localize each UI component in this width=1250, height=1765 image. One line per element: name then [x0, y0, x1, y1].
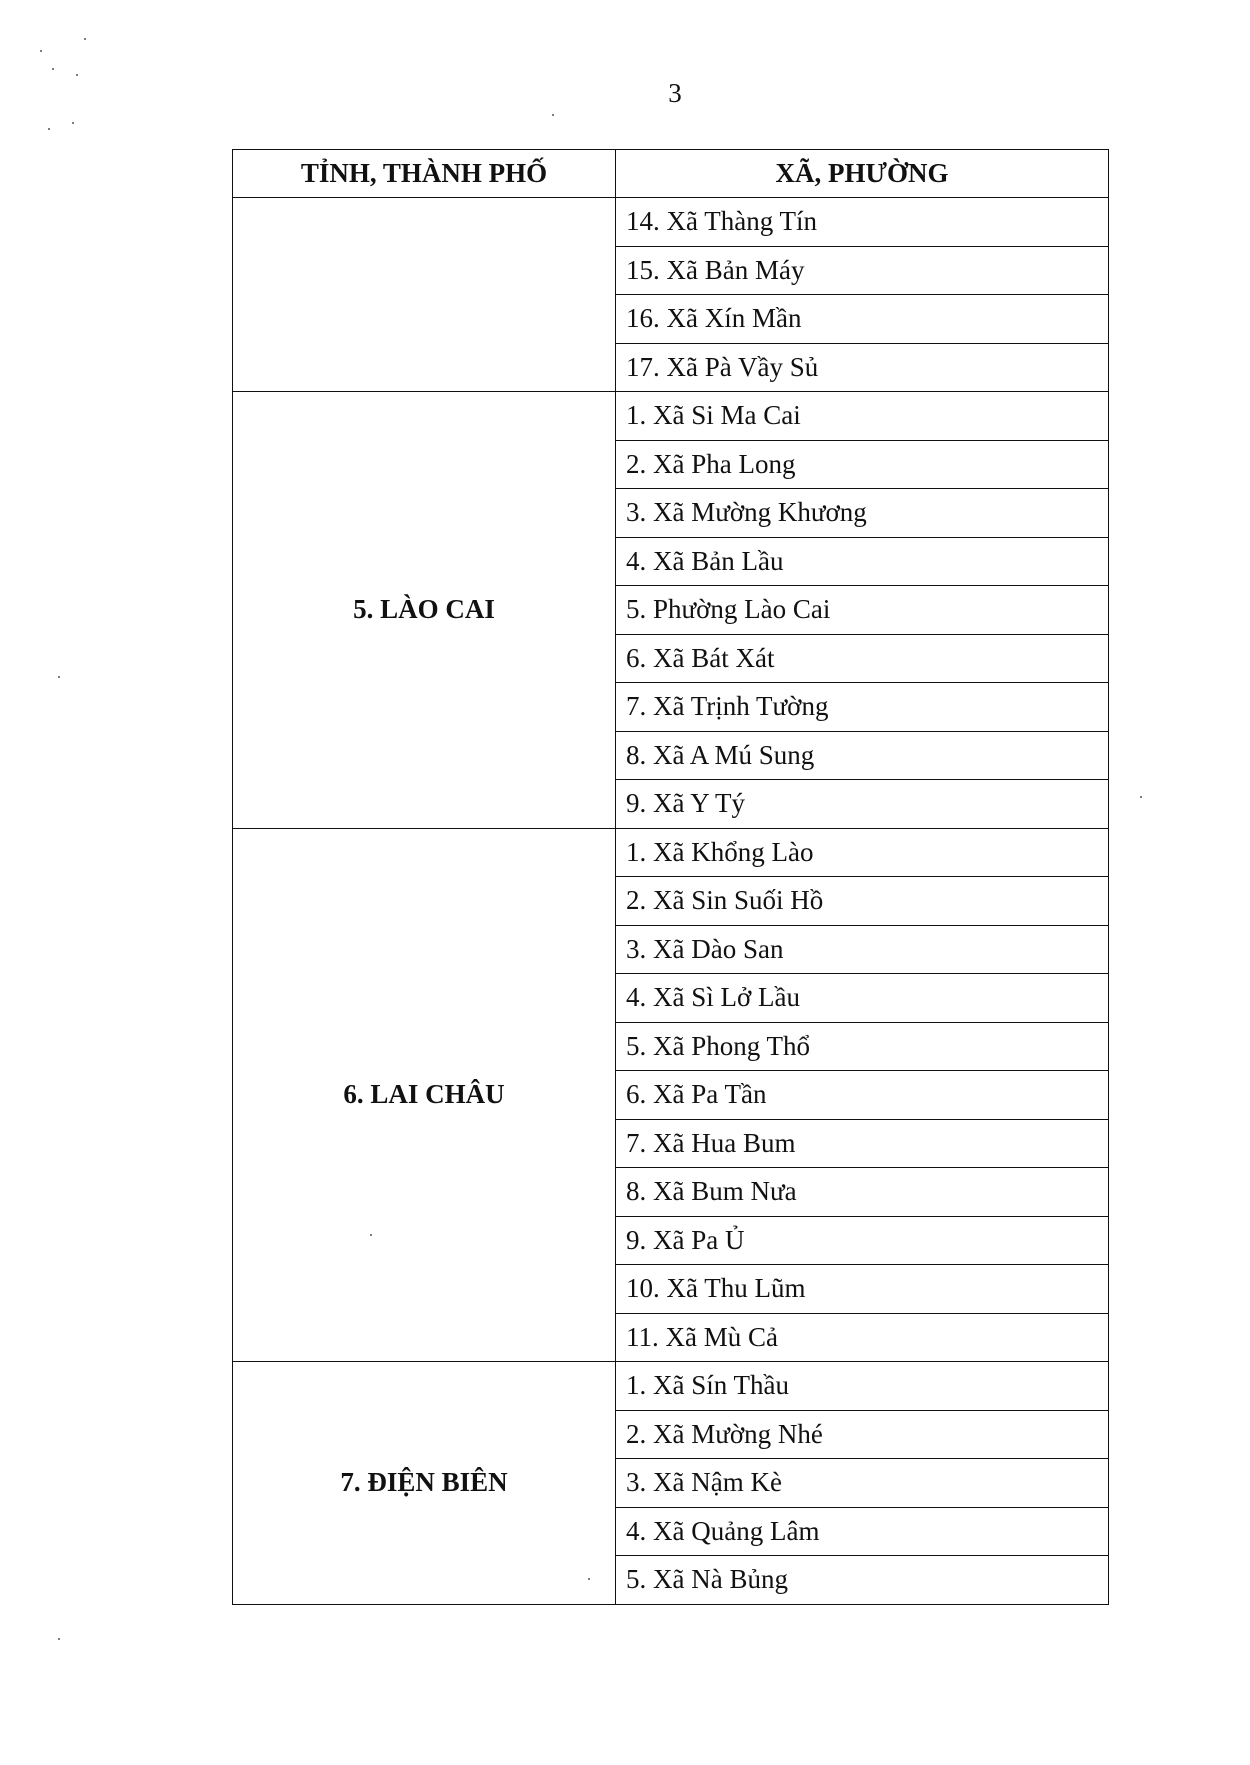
table-row — [233, 828, 1109, 877]
commune-cell: 11. Xã Mù Cả — [616, 1313, 1109, 1362]
commune-cell: 9. Xã Y Tý — [616, 780, 1109, 829]
scan-speck — [72, 122, 74, 124]
commune-cell: 10. Xã Thu Lũm — [616, 1265, 1109, 1314]
scan-speck — [58, 676, 60, 678]
scan-speck — [552, 114, 554, 116]
table-row — [233, 392, 1109, 441]
header-row — [233, 150, 1109, 198]
commune-cell: 4. Xã Sì Lở Lầu — [616, 974, 1109, 1023]
commune-cell: 1. Xã Si Ma Cai — [616, 392, 1109, 441]
commune-cell: 17. Xã Pà Vầy Sủ — [616, 343, 1109, 392]
table-row — [233, 1362, 1109, 1411]
table-row — [233, 198, 1109, 247]
commune-cell: 14. Xã Thàng Tín — [616, 198, 1109, 247]
province-cell — [233, 198, 616, 392]
commune-cell: 3. Xã Nậm Kè — [616, 1459, 1109, 1508]
scan-speck — [588, 1578, 590, 1580]
commune-cell: 9. Xã Pa Ủ — [616, 1216, 1109, 1265]
page-number: 3 — [668, 78, 682, 108]
commune-cell: 5. Xã Nà Bủng — [616, 1556, 1109, 1605]
commune-cell: 7. Xã Hua Bum — [616, 1119, 1109, 1168]
scan-speck — [58, 1638, 60, 1640]
scan-speck — [48, 128, 50, 130]
scan-speck — [84, 38, 86, 40]
table-body — [233, 198, 1109, 1605]
commune-cell: 1. Xã Khổng Lào — [616, 828, 1109, 877]
commune-cell: 15. Xã Bản Máy — [616, 246, 1109, 295]
header-province: TỈNH, THÀNH PHỐ — [233, 150, 616, 198]
commune-cell: 6. Xã Pa Tần — [616, 1071, 1109, 1120]
commune-cell: 4. Xã Bản Lầu — [616, 537, 1109, 586]
commune-cell: 5. Xã Phong Thổ — [616, 1022, 1109, 1071]
commune-cell: 7. Xã Trịnh Tường — [616, 683, 1109, 732]
commune-cell: 16. Xã Xín Mần — [616, 295, 1109, 344]
scan-speck — [76, 74, 78, 76]
scan-speck — [1140, 796, 1142, 798]
scan-speck — [52, 68, 54, 70]
province-cell: 7. ĐIỆN BIÊN — [233, 1362, 616, 1605]
commune-cell: 5. Phường Lào Cai — [616, 586, 1109, 635]
commune-cell: 6. Xã Bát Xát — [616, 634, 1109, 683]
commune-cell: 4. Xã Quảng Lâm — [616, 1507, 1109, 1556]
province-cell: 6. LAI CHÂU — [233, 828, 616, 1362]
commune-cell: 3. Xã Dào San — [616, 925, 1109, 974]
commune-cell: 3. Xã Mường Khương — [616, 489, 1109, 538]
header-commune: XÃ, PHƯỜNG — [616, 150, 1109, 198]
commune-cell: 2. Xã Pha Long — [616, 440, 1109, 489]
commune-cell: 2. Xã Mường Nhé — [616, 1410, 1109, 1459]
scan-speck — [370, 1234, 372, 1236]
commune-cell: 8. Xã Bum Nưa — [616, 1168, 1109, 1217]
scan-speck — [40, 50, 42, 52]
commune-cell: 8. Xã A Mú Sung — [616, 731, 1109, 780]
province-cell: 5. LÀO CAI — [233, 392, 616, 829]
commune-cell: 1. Xã Sín Thầu — [616, 1362, 1109, 1411]
commune-table — [232, 149, 1109, 1605]
commune-cell: 2. Xã Sin Suối Hồ — [616, 877, 1109, 926]
